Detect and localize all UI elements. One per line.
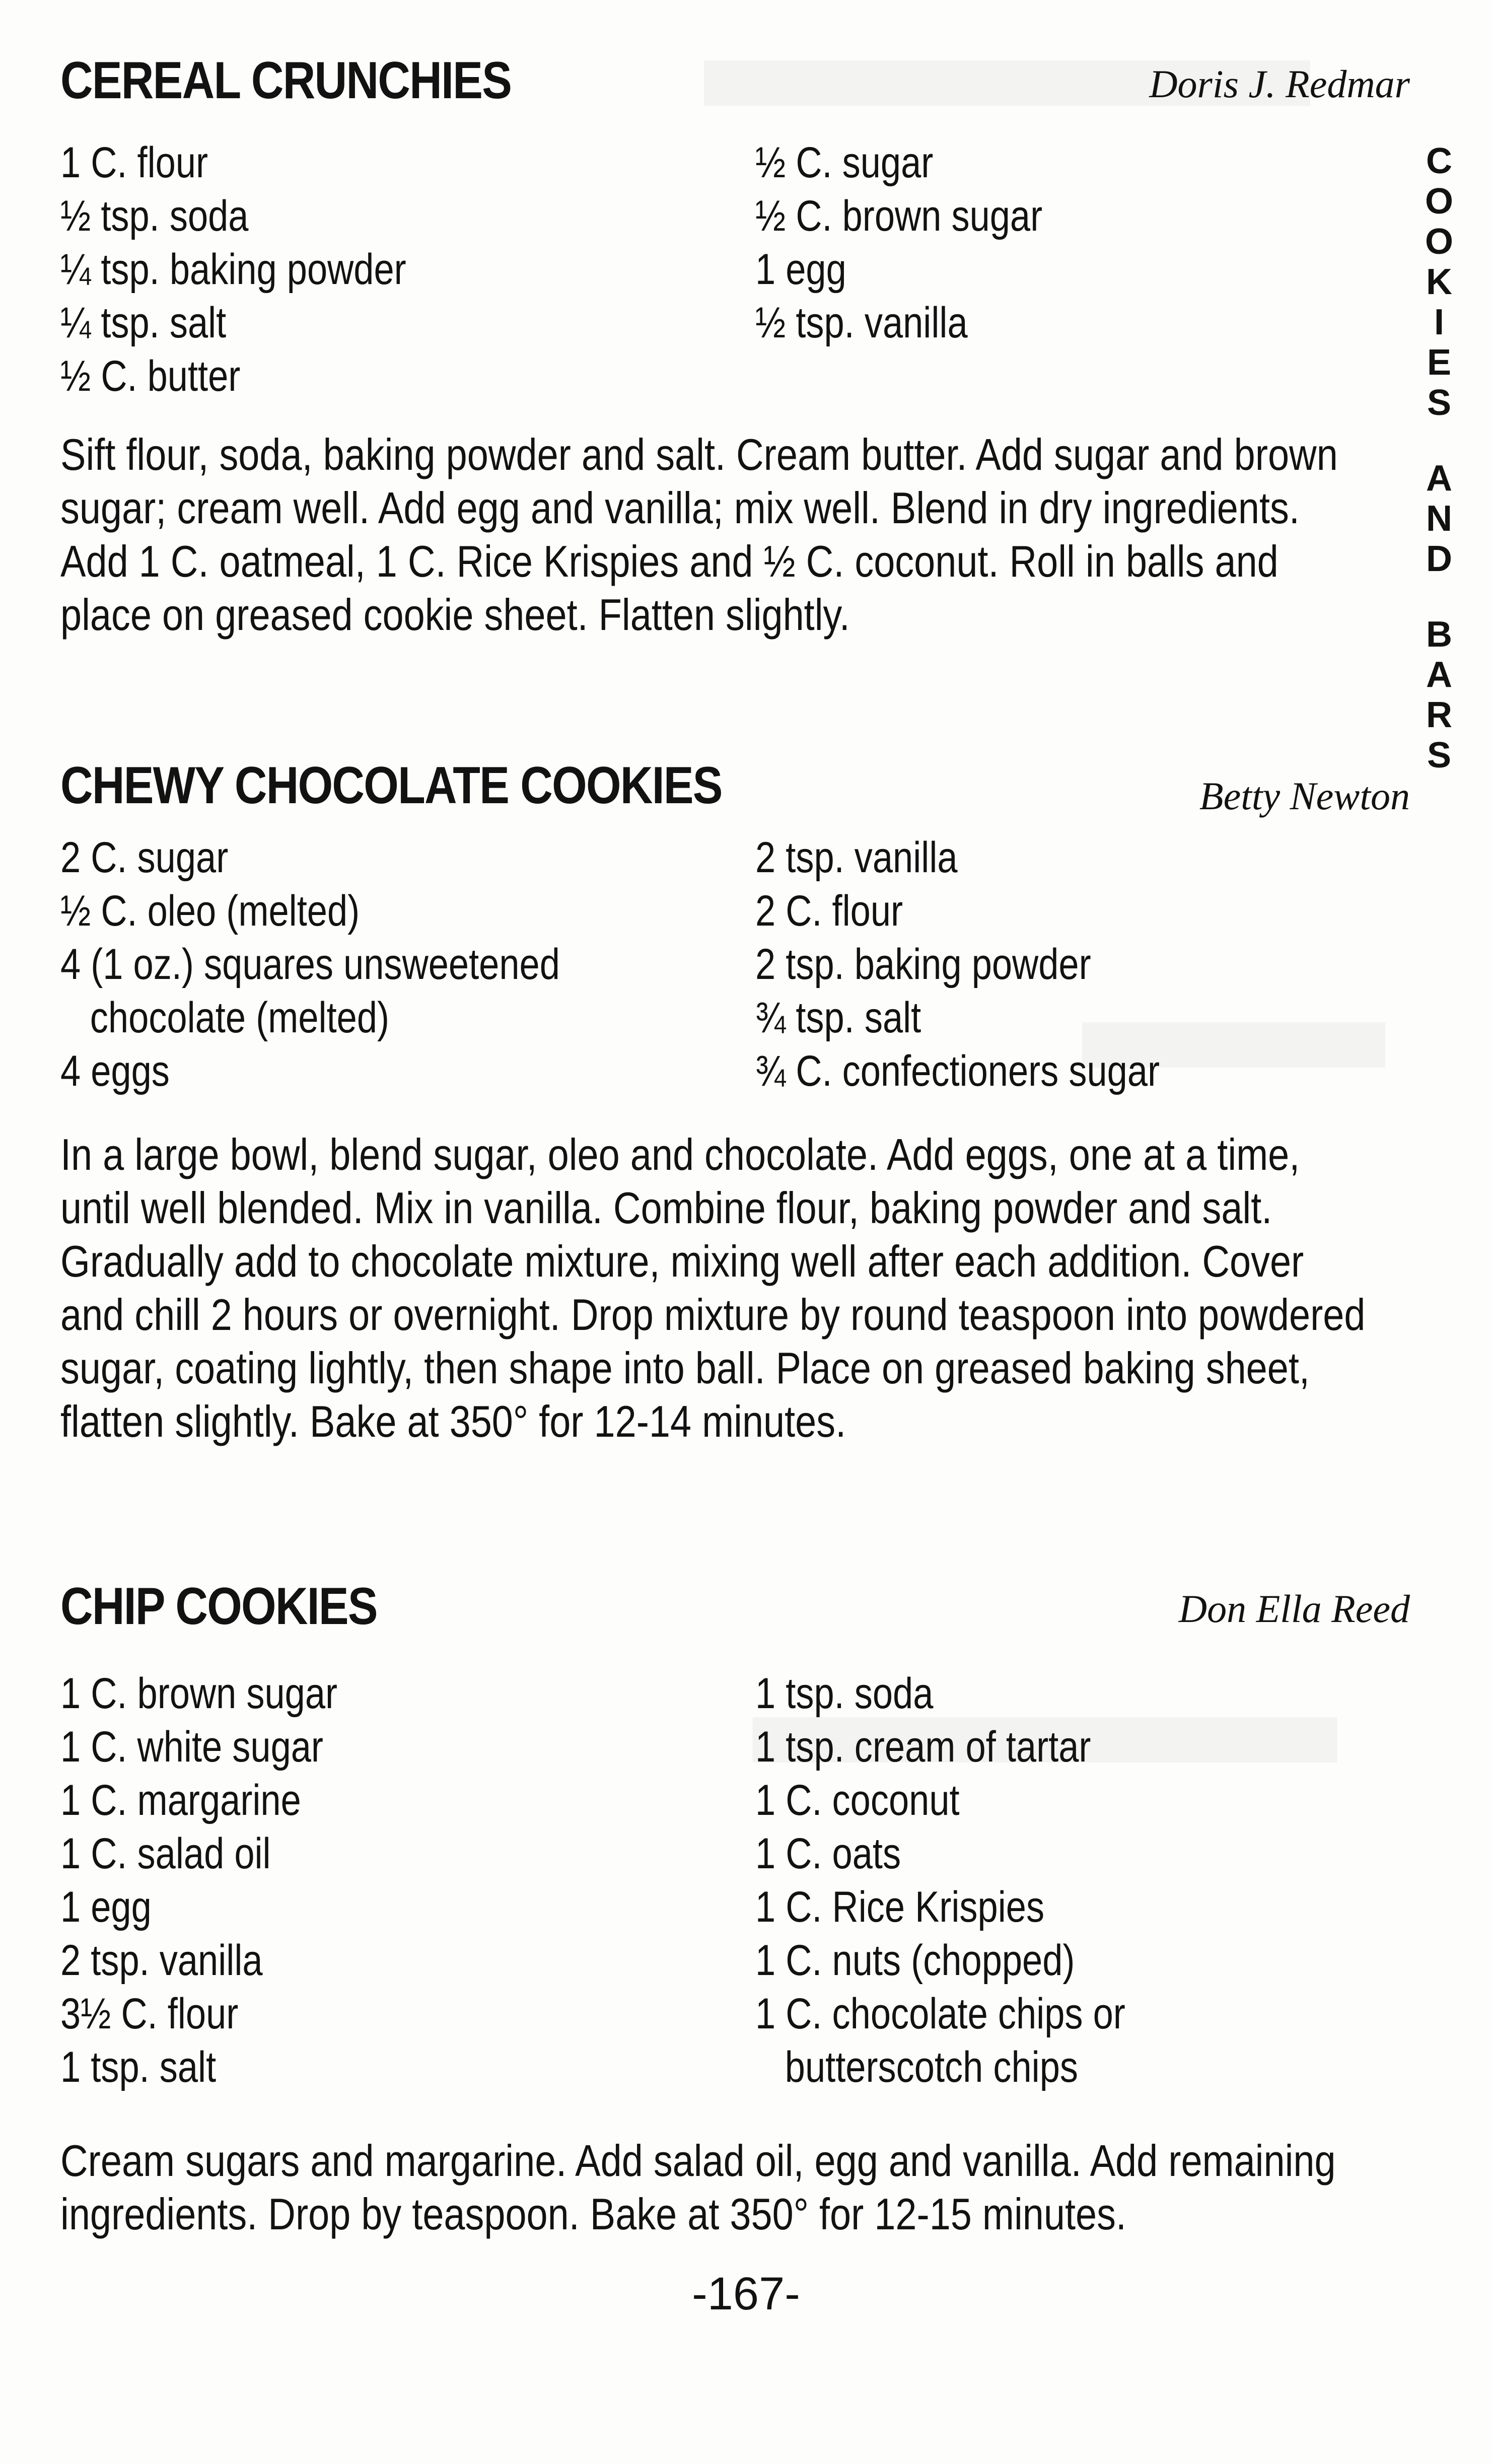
ingredient: 1 C. oats xyxy=(755,1829,901,1878)
side-tab-letter: N xyxy=(1426,499,1452,539)
ingredient: 1 tsp. salt xyxy=(60,2043,217,2091)
side-tab-word xyxy=(1416,458,1462,579)
directions-line: and chill 2 hours or overnight. Drop mixture by round teaspoon into powdered xyxy=(60,1290,1366,1340)
recipe-header xyxy=(60,755,1410,821)
recipe-title: CEREAL CRUNCHIES xyxy=(60,51,512,110)
ingredient: ½ C. butter xyxy=(60,352,241,400)
ingredient: 1 tsp. soda xyxy=(755,1669,934,1718)
ingredient: 2 C. flour xyxy=(755,887,903,935)
ingredients-left-column xyxy=(60,831,755,1098)
ingredient: 1 C. flour xyxy=(60,138,208,187)
side-tab-letter: D xyxy=(1426,539,1452,579)
side-tab-letter: O xyxy=(1425,181,1453,222)
directions-line: flatten slightly. Bake at 350° for 12-14 minutes. xyxy=(60,1396,846,1446)
side-tab-letter: A xyxy=(1426,655,1452,695)
ingredients-list xyxy=(60,831,1410,1098)
ingredient: 1 egg xyxy=(755,245,846,294)
ingredients-list xyxy=(60,1667,1410,2094)
ingredients-list xyxy=(60,136,1410,403)
ingredient: ½ C. oleo (melted) xyxy=(60,887,360,935)
side-tab-letter: C xyxy=(1426,141,1452,181)
ingredient: 1 C. Rice Krispies xyxy=(755,1883,1045,1931)
ingredient: ½ C. brown sugar xyxy=(755,192,1043,240)
ingredient: ¼ tsp. salt xyxy=(60,299,227,347)
recipe-header xyxy=(60,50,1410,116)
recipe-directions xyxy=(60,428,1410,642)
ingredient: chocolate (melted) xyxy=(90,994,390,1042)
ingredient: 1 C. coconut xyxy=(755,1776,960,1824)
ingredient: 2 C. sugar xyxy=(60,833,229,882)
ingredient: 1 C. salad oil xyxy=(60,1829,271,1878)
ingredient: 1 C. brown sugar xyxy=(60,1669,338,1718)
recipe-directions xyxy=(60,1128,1410,1448)
side-tab-letter: A xyxy=(1426,458,1452,499)
side-tab-letter: O xyxy=(1425,222,1453,262)
ingredients-right-column xyxy=(755,831,1410,1098)
directions-line: sugar, coating lightly, then shape into ball. Place on greased baking sheet, xyxy=(60,1343,1310,1393)
recipe-chewy-chocolate-cookies xyxy=(60,755,1410,1448)
ingredient: 3½ C. flour xyxy=(60,1990,239,2038)
directions-line: Cream sugars and margarine. Add salad oil, egg and vanilla. Add remaining xyxy=(60,2136,1336,2186)
ingredient: 1 tsp. cream of tartar xyxy=(755,1723,1091,1771)
side-tab-letter: I xyxy=(1434,302,1444,342)
ingredient: ¾ tsp. salt xyxy=(755,994,921,1042)
recipe-title: CHEWY CHOCOLATE COOKIES xyxy=(60,756,722,815)
recipe-header xyxy=(60,1576,1410,1642)
ingredient: ½ C. sugar xyxy=(755,138,934,187)
recipe-author: Don Ella Reed xyxy=(1178,1587,1410,1631)
ingredient: ½ tsp. soda xyxy=(60,192,249,240)
recipe-author: Doris J. Redmar xyxy=(1149,62,1410,106)
ingredients-left-column xyxy=(60,136,755,403)
ingredient: 2 tsp. baking powder xyxy=(755,940,1091,989)
recipe-title: CHIP COOKIES xyxy=(60,1577,377,1636)
ingredient: 1 C. nuts (chopped) xyxy=(755,1936,1075,1985)
chapter-side-tab xyxy=(1416,141,1462,811)
side-tab-letter: S xyxy=(1427,383,1452,423)
directions-line: ingredients. Drop by teaspoon. Bake at 350° for 12-15 minutes. xyxy=(60,2189,1126,2239)
directions-line: sugar; cream well. Add egg and vanilla; mix well. Blend in dry ingredients. xyxy=(60,483,1300,533)
ingredient: 1 C. margarine xyxy=(60,1776,301,1824)
ingredient: 1 C. white sugar xyxy=(60,1723,323,1771)
ingredient: 4 (1 oz.) squares unsweetened xyxy=(60,940,560,989)
directions-line: In a large bowl, blend sugar, oleo and chocolate. Add eggs, one at a time, xyxy=(60,1130,1300,1179)
ingredient: ¼ tsp. baking powder xyxy=(60,245,406,294)
ingredient: 1 C. chocolate chips or xyxy=(755,1990,1125,2038)
side-tab-letter: S xyxy=(1427,735,1452,776)
side-tab-letter: K xyxy=(1426,262,1452,302)
recipe-chip-cookies xyxy=(60,1576,1410,2241)
page-number: -167- xyxy=(692,2268,800,2319)
side-tab-word xyxy=(1416,141,1462,423)
ingredient: ¾ C. confectioners sugar xyxy=(755,1047,1160,1095)
ingredients-right-column xyxy=(755,1667,1410,2094)
side-tab-word xyxy=(1416,614,1462,776)
ingredients-left-column xyxy=(60,1667,755,2094)
side-tab-letter: R xyxy=(1426,695,1452,735)
ingredient: 1 egg xyxy=(60,1883,152,1931)
ingredient: 2 tsp. vanilla xyxy=(755,833,958,882)
directions-line: place on greased cookie sheet. Flatten slightly. xyxy=(60,590,850,640)
ingredient: butterscotch chips xyxy=(785,2043,1079,2091)
recipe-directions xyxy=(60,2134,1410,2241)
recipe-cereal-crunchies xyxy=(60,50,1410,642)
ingredient: 2 tsp. vanilla xyxy=(60,1936,263,1985)
directions-line: Add 1 C. oatmeal, 1 C. Rice Krispies and ½ C. coconut. Roll in balls and xyxy=(60,536,1278,586)
ingredient: ½ tsp. vanilla xyxy=(755,299,968,347)
recipe-author: Betty Newton xyxy=(1199,774,1410,818)
side-tab-letter: B xyxy=(1426,614,1452,655)
ingredient: 4 eggs xyxy=(60,1047,170,1095)
side-tab-letter: E xyxy=(1427,342,1452,383)
directions-line: until well blended. Mix in vanilla. Combine flour, baking powder and salt. xyxy=(60,1183,1272,1233)
directions-line: Gradually add to chocolate mixture, mixing well after each addition. Cover xyxy=(60,1236,1304,1286)
ingredients-right-column xyxy=(755,136,1410,403)
directions-line: Sift flour, soda, baking powder and salt. Cream butter. Add sugar and brown xyxy=(60,430,1338,479)
